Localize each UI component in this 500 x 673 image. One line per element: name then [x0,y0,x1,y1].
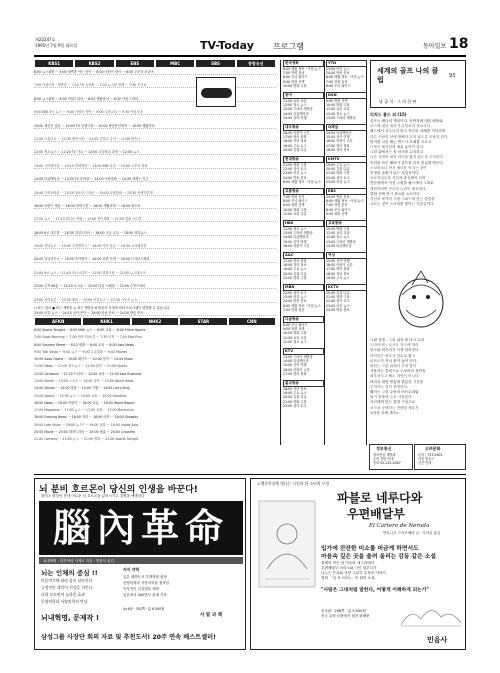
cable-program: 7:00 만화 동산 [326,79,348,84]
cable-program: 21:00 영화 극장 [283,163,307,167]
cable-channel-label: A&C [283,252,324,259]
ad-point: 마음먹기에 따라 몸이 달라진다 [41,578,93,583]
ad-body-line: 영화 「일 포스티노」의 원작 소설. [321,576,376,580]
cable-program: 16:00 어린이 시간 [326,263,353,268]
cable-program: 22:00 심야 토크 [326,175,350,180]
column-text-line: 좌우한다고 해도 과언이 아니다. [370,374,420,379]
broadcast-channel-header [34,60,276,68]
cable-program: 11:00 요리 교실 [283,99,307,103]
schedule-row: 17:00 뉴스 ··· 17:10 비디오 여행 ··· 17:00 영어회화 ··· 17:30 청춘 시트콤 [34,217,276,222]
book-ad-brain-revolution [34,478,246,650]
column-text-line: 탄도와 비거리가 크게 달라진다. [370,348,420,353]
broadcast-footer: ○ 표는 컬러 ● 표는 재방송 ◎ 표는 생방송 ※ 방송사 사정에 따라 프로그램이 변경될 수 있습니다 [34,306,169,310]
cable-program: 17:00 영어 회화 [283,259,307,263]
cable-channel-label: KTV [283,348,324,355]
schedule-row: 18:00 Evening News ··· 18:00 저녁 ··· 18:00 어학 ··· 18:00 Showbiz [34,415,138,420]
cable-program: 22:00 심야 토크 [283,167,307,172]
channel-header: NHK2 [132,318,178,325]
column-text-line: 사용하는 클럽으로 스코어의 절반을 [370,369,426,374]
column-text-line: 투자하는 것이 현명하다. [370,384,409,389]
ad-publisher: 민음사 [427,636,448,644]
ad-footer [321,609,397,623]
schedule-row: 9:00 KBS 9시 뉴스 ··· 9:40 가정의 음악 ··· 9:00 수학교실 ··· 9:30 여성시대 [34,110,276,115]
cable-program: 15:00 음악 여행 [326,135,350,140]
ad-big-title: 腦內革命 [52,505,229,550]
cable-program: 13:00 드라마 재방송 [283,355,313,359]
cable-program: 21:00 영화 극장 [283,275,307,280]
cable-program: 23:00 마감 뉴스 [326,67,350,71]
cable-program: 9:00 영화 산책 [283,203,305,208]
cable-program: 20:00 특집 다큐 [283,395,307,400]
cable-program: 12:00 정오 뉴스 [326,111,350,116]
small-ad-2 [369,444,413,470]
cable-program: 12:00 정오 뉴스 [283,227,307,231]
schedule-row: 10:00 Soap Opera ··· 10:00 와이드 ··· 10:00 음악 ··· 10:00 Music [34,357,134,362]
cable-program: 23:00 마감 뉴스 [326,179,350,184]
column-text-line: 진정한 골퍼가 되는 첫걸음이다. [370,171,420,176]
cable-program: 13:00 드라마 재방송 [283,107,313,112]
cable-program: 9:00 영화 산책 [326,99,348,103]
column-subtitle: 리처드 볼드 외 (15) [370,112,407,117]
cable-program: 24:00 방송 종료 [326,71,350,76]
small-ad-line: 정보통신 개방과 [373,453,396,457]
cable-program: 9:00 영화 산책 [283,79,305,84]
column-text-line: 벙커 탈출에 주로 사용된다. [370,395,413,400]
cable-program: 10:00 명화 극장 [326,103,350,108]
column-text-line: 웨지는 그린 주변의 어프로치와 [370,390,419,395]
cable-program: 16:00 어린이 시간 [283,367,310,372]
schedule-row: 15:00 Sports ··· 15:30 뉴스 ··· 15:00 교육 ··· 15:00 Headline [34,393,127,398]
ad-quote-2: 마음속 깊은 곳을 울려 올리는 감동 같은 소설 [321,554,436,560]
column-text-line: 재현하려면 꾸준한 노력이 필요하다. [370,186,427,191]
column-byline: 남 궁 석 · 그 리 한 판 [379,99,417,104]
column-text-line: <다음 호에 계속> [370,410,400,415]
cable-program: 16:00 어린이 시간 [283,243,310,248]
schedule-row: 15:00 가족오락관 ··· 15:20 청소년 드라마 ··· 15:00 교양강좌 ··· 15:30 연예가중계 [34,191,276,196]
cable-program: 18:00 저녁 정보 [326,147,350,152]
cable-program: 13:00 드라마 재방송 [326,115,356,120]
cable-channel-label: KMTV [326,156,367,163]
cable-program: 16:00 어린이 시간 [326,139,353,144]
cable-program: 21:00 영화 극장 [326,171,350,176]
schedule-row: 16:00 어린이 세상 ··· 16:30 만화극장 ··· 16:00 생활과학 ··· 16:00 퀴즈쇼 [34,204,276,209]
cable-program: 6:00 생활 정보 · 아침 뉴스 [283,67,321,71]
cable-program: 11:00 요리 교실 [283,335,307,340]
cable-program: 8:00 모닝 와이드 [283,323,308,327]
cable-program: 8:00 모닝 와이드 [283,75,308,80]
golf-illustration [388,265,454,335]
column-text-line: 필드에서 서두르지 말고 자신의 차례를 기다리며 [370,129,446,134]
cable-channel-label: EBS [326,188,367,195]
cable-program: 6:00 생활 정보 · 아침 뉴스 [326,199,364,204]
small-ad-line: 신간 안내 [418,461,432,465]
cable-program: 18:00 저녁 정보 [283,387,307,391]
ad-title-line-2: 우편배달부 [347,507,405,521]
ad-price: 4×6판 · 352쪽 · 값 6,500원 [123,607,165,611]
cable-program: 21:00 영화 극장 [326,295,350,300]
ad-body-line: 나누는 은유와 사랑 그리고 우정의 이야기. [321,571,387,575]
channel-header: SBS [196,60,234,67]
cable-program: 17:00 영어 회화 [326,267,350,272]
author-line: 일본 덴엔도시 후생병원 원장 [123,575,167,579]
schedule-row: 22:00 추적 60분 ··· 22:10 토크쇼 ··· 22:00 다큐 스페셜 ··· 22:00 수목드라마 [34,284,276,289]
cable-program: 8:00 모닝 와이드 [283,199,308,204]
cable-program: 10:00 명화 극장 [283,331,307,336]
schedule-row: 20:00 일일연속극 ··· 20:30 음악캠프 ··· 20:00 문화 산책 ··· 20:00 드라마스페셜 [34,257,276,262]
column-text-line: 아이언은 번호가 클수록 짧고 [370,353,416,358]
divider [280,60,281,445]
ad-top-line: 노벨문학상에 빛나는 시인과 한 소년의 우정 [257,481,330,486]
cable-channel-label: MBN [283,284,324,291]
cable-program: 10:00 명화 극장 [283,207,307,212]
cable-program: 18:00 저녁 정보 [326,271,350,276]
schedule-row: 11:00 News ··· 11:00 정오뉴스 ··· 11:00 취미 ··· 11:00 Sports [34,364,128,369]
cable-program: 12:00 정오 뉴스 [283,103,307,108]
schedule-row: 7:00 아침마당 · 생방송 ··· 7:10 TV 유치원 ··· 7:00 뉴스와 경제 ··· 7:30 모닝쇼 [34,83,276,88]
channel-header: NHK1 [83,318,129,325]
small-ad-1 [414,444,466,470]
channel-header: CNN [229,318,275,325]
foreign-schedule [34,318,276,448]
column-text-line: 초보자일수록 기본에 충실해야 하며 [370,176,426,181]
ad-body-line: 칠레의 작은 섬 이슬라 네그라에서 [321,561,375,565]
column-text-line: 그림 설명 : 그린 위의 볼 마크 수리 [370,338,425,342]
column-text-line: 고르는 것이 스코어를 줄이는 지름길이다. [370,202,435,207]
ad-quote-1: 입가에 잔잔한 미소를 머금게 하면서도 [321,546,419,552]
cable-program: 18:00 저녁 정보 [283,263,307,268]
cable-program: 13:00 드라마 재방송 [283,231,313,236]
schedule-row: 21:00 Comedy ··· 21:00 뉴스 ··· 21:00 영화 ··· 21:00 Sports Tonight [34,437,139,442]
cable-program: 14:00 다큐멘터리 [326,131,352,135]
schedule-row: 13:00 Movie ··· 13:00 스포츠 ··· 13:00 음악 ··· 13:00 World News [34,378,134,383]
neruda-illustration [257,499,317,589]
issue-date: 1995년 7월 9일 화요일 [35,43,78,48]
broadcast-schedule [34,60,276,315]
cable-program: 15:00 음악 여행 [326,259,350,263]
column-body [370,119,466,269]
schedule-row: 19:00 Late Show ··· 19:00 뉴스7 ··· 19:00 문화 ··· 19:00 Inside Asia [34,422,139,427]
ad-publisher: 사 람 과 책 [200,613,223,618]
schedule-row: 18:00 6시 내고향 ··· 18:30 일일드라마 ··· 18:00 초등 교실 ··· 18:00 저녁뉴스 [34,231,276,236]
column-text-line: 디벗은 제자리에 메워 놓아야 한다. [370,145,425,150]
ad-points-title: 뇌는 인체의 중심 !! [41,569,98,577]
schedule-row: 16:00 News ··· 16:00 어린이 ··· 16:00 다큐 ··· 16:00 World Report [34,400,135,405]
cable-program: 17:00 영어 회화 [326,143,350,148]
ad-body [321,561,461,583]
cable-program: 22:00 심야 토크 [326,299,350,304]
column-text-line: 자신의 체격과 스윙 스피드에 맞는 클럽을 [370,197,435,202]
cable-program: 12:00 정오 뉴스 [326,235,350,240]
schedule-row: 6:00 뉴스광장 ··· 6:00 새벽을 여는 음악 ··· 6:00 어린이 영어 ··· 6:00 굿모닝 코리아 [34,70,276,75]
cable-channel-label: Q채널 [326,124,367,131]
cable-program: 7:00 만화 동산 [283,307,305,312]
schedule-row: 12:00 정오뉴스 ··· 12:20 TV 가요 ··· 12:00 고등학교 과학 ··· 12:00 뉴스 [34,150,276,155]
cable-channel-label: KCTV [326,284,367,291]
cable-channel-label: HBS [283,220,324,227]
schedule-row: 19:00 저녁뉴스 ··· 19:40 주말연속극 ··· 19:00 자연 다큐 ··· 19:30 시사매거진 [34,244,276,249]
cable-program: 18:00 저녁 정보 [283,139,307,144]
ad-title-line-1: 파블로 네루다와 [337,491,423,505]
channel-header: KBS2 [75,60,113,67]
ad-footer-line: 신국판 · 208쪽 · 값 5,500원 [321,609,366,613]
column-text-line: 연습장에서 익힌 스윙을 필드에서 그대로 [370,181,434,186]
column-text-line: 퍼터는 그린 위에서 가장 많이 [370,364,417,369]
schedule-row: 12:00 Cartoons ··· 12:20 드라마 ··· 12:00 교양 ··· 12:00 Asia Business [34,371,142,376]
cable-program: 24:00 방송 종료 [283,175,307,180]
ad-footer: 삼성그룹 사장단 회의 자료 및 추천도서! 20주 연속 베스트셀러! [41,634,216,641]
cable-program: 21:00 영화 극장 [283,399,307,404]
column-text-line: 다른 사람의 퍼팅 라인을 밟지 않도록 주의한다. [370,155,444,160]
cable-program: 22:00 심야 토크 [283,403,307,408]
ad-point: 동양의학과 서양의학의 만남 [41,599,88,604]
cable-channel-label: 한국영화 [283,60,324,67]
column-text-line: 이러한 작은 배려가 골프를 더욱 즐겁게 만든다. [370,160,444,165]
schedule-row: 14:00 다큐멘터리 ··· 14:30 TV 문학관 ··· 14:00 어학강좌 ··· 14:30 세계는 지금 [34,177,276,182]
column-text-line: 자신에게 맞는 클럽 구성으로 [370,400,416,405]
cable-program: 15:00 음악 여행 [283,239,307,244]
schedule-row: 11:00 스튜디오 ··· 11:30 명작극장 ··· 11:00 중학교 국어 ··· 11:00 연속극 [34,137,276,142]
schedule-row: 9:00 Talk Show ··· 9:00 뉴스 ··· 9:00 고교강좌 ··· 9:00 Movies [34,349,128,354]
cable-program: 11:00 요리 교실 [283,211,307,216]
cable-program: 24:00 방송 종료 [283,299,307,304]
channel-header: STAR [180,318,226,325]
channel-header: AFKN [35,318,81,325]
ad-tagline-bar [39,557,243,564]
cable-channel-label: 대우방송 [283,124,324,131]
cable-program: 19:00 주요 뉴스 [283,267,307,272]
cable-channel-label: 교육방송 [326,220,367,227]
cable-program: 22:00 심야 토크 [283,291,307,295]
cable-program: 19:00 주요 뉴스 [326,163,350,167]
channel-header: EBS [116,60,154,67]
cable-program: 9:00 영화 산책 [326,211,348,216]
column-text-line: 클럽 선택 역시 중요한 요소이다. [370,191,421,196]
cable-program: 6:00 생활 정보 · 아침 뉴스 [283,179,321,184]
column-text-line: 벙커를 나올 때는 반드시 모래를 고르고 [370,139,432,144]
column-text-line: 코스에 대한 예의가 무엇보다 중요하다. [370,124,432,129]
cable-program: 14:00 다큐멘터리 [283,359,309,364]
small-ad-title: 정보통신 [376,446,392,451]
golf-column [370,60,466,440]
schedule-row: 8:00 Sesame Street ··· 8:15 생활 ··· 8:00 교육 ··· 8:00 Asia News [34,342,134,347]
small-ad-title: 고려문화 [425,446,441,451]
column-number: 93 [449,73,456,79]
cable-program: 14:00 다큐멘터리 [283,111,309,116]
ad-headline: 뇌 분비 호르몬이 당신의 인생을 바꾼다! [39,485,198,495]
cable-channel-label: 교통방송 [283,188,324,195]
author-title: 저자 약력 [123,567,139,572]
author-line: 동양의학과 서양의학을 접목한 [123,581,170,585]
ad-highlight: "사람은 그대처럼 말한다, 어떻게 이해하게 되는가" [321,588,429,593]
column-text-line: 따라서 퍼팅 연습에 충분한 시간을 [370,379,424,384]
cable-program: 24:00 방송 종료 [326,307,350,312]
channel-header: 종합유선 [237,60,275,67]
ad-points [41,577,116,613]
divider [324,60,325,445]
column-text-line: 로프트가 커서 볼이 높이 뜬다. [370,358,418,363]
column-text-line: 코스를 공략하는 전략을 세우자. [370,405,420,410]
channel-header: KBS1 [35,60,73,67]
cable-program: 11:00 요리 교실 [326,107,350,112]
schedule-row: 21:00 9시 뉴스 ··· 21:40 미니시리즈 ··· 21:00 명화극장 ··· 21:00 뉴스데스크 [34,271,276,276]
schedule-row: 14:00 Sitcom ··· 14:00 영화 ··· 14:00 기행 ··· 14:00 Larry King [34,386,130,391]
cable-program: 20:00 특집 다큐 [326,167,350,172]
cable-program: 16:00 어린이 시간 [283,131,310,135]
cable-program: 12:00 정오 뉴스 [283,339,307,344]
divider [366,60,367,445]
section-name: 동아일보 [423,43,447,50]
schedule-row: 23:00 심야토론 ··· 23:30 영화 ··· 23:00 마감뉴스 ··· 23:30 스포츠 뉴스 [34,298,276,303]
cable-program: 14:00 다큐멘터리 [326,243,352,248]
masthead-rule [34,55,466,57]
cable-program: 20:00 특집 다큐 [283,271,307,276]
advertiser-logo [196,77,236,107]
author-line: 독자적인 건강법을 제창 [123,587,160,591]
issue-number: 제23247호 [35,37,56,42]
cable-channel-label: DSN [326,92,367,99]
channel-header: MBC [156,60,194,67]
ad-author: 안토니오 스카르메타 글 · 우석균 옮김 [383,531,441,535]
cable-channel-label: 동아 [283,92,324,99]
cable-program: 19:00 주요 뉴스 [283,143,307,148]
cable-channel-label: 현대방송 [283,156,324,163]
ad-title-banner [39,501,243,555]
cable-program: 10:00 명화 극장 [283,83,307,88]
cable-program: 15:00 음악 여행 [283,363,307,368]
page-title: TV-Today [200,39,254,52]
cable-program: 7:00 만화 동산 [283,71,305,76]
column-body-continued [370,338,466,422]
cable-program: 6:00 생활 정보 · 아침 뉴스 [326,75,364,80]
ad-tagline: 뇌내혁명 · 하루야마 시게오 지음 · 반광식 옮김 [43,558,114,563]
foreign-channel-header [34,318,276,326]
cable-program: 17:00 영어 회화 [283,371,307,376]
cable-program: 19:00 주요 뉴스 [283,391,307,396]
ad-footer-line: 전국 유명 서점에서 절찬 판매중 [321,614,370,618]
small-ad-line: 서울 종로구 [418,457,435,461]
schedule-row: 24:00 마감 뉴스 ··· 24:10 심야 음악 ··· 24:00 방송 종료 ··· 24:30 방송 종료 [34,311,276,316]
schedule-row: 13:00 국악한마당 ··· 13:10 만화영화 ··· 13:00 EBS 특강 ··· 13:00 오후의 영화 [34,164,276,169]
cable-program: 15:00 음악 여행 [283,115,307,120]
small-ad-line: 전화 02-123-4567 [373,461,401,465]
ad-title-english: El Cartero de Neruda [369,523,430,529]
cable-channel-label: 다솜방송 [283,316,324,323]
cable-program: 7:00 만화 동산 [283,195,305,199]
schedule-row: 10:00 세상은 넓다 ··· 10:00 TV 인생극장 ··· 10:00 방송통신대학 ··· 10:00 생활정보 [34,124,276,129]
column-text-line: 스코어보다 먼저 매너를 익히는 것이 [370,165,427,170]
cable-channel-label: YTN [326,60,367,67]
cable-program: 23:00 마감 뉴스 [283,295,307,300]
ad-landscape [401,597,461,627]
author-line: 일본에서 400만부 판매 기록 [123,593,167,597]
cable-channel-label: 불교방송 [283,380,324,387]
cable-program: 20:00 특집 다큐 [283,147,307,152]
cable-program: 11:00 요리 교실 [326,231,350,236]
author-lines [123,574,241,604]
cable-program: 10:00 명화 극장 [326,227,350,231]
masthead [35,36,469,54]
ad-point: 뇌내 모르핀의 놀라운 효과 [41,592,85,597]
column-title: 세계의 골프 나의 클럽 [377,66,439,84]
cable-program: 17:00 영어 회화 [283,135,307,140]
cable-program: 7:00 만화 동산 [326,203,348,208]
cable-program: 8:00 모닝 와이드 [326,207,351,212]
ad-body-line: 우편배달부 마리오와 시인 네루다가 [321,566,377,570]
ad-slogan: 뇌내혁명, 문제작 ! [41,614,100,622]
cable-schedule [283,60,363,445]
ad-sub: 플러스 발상이 몸에 이로운 뇌 호르몬을 분비시키고 질병을 예방한다 [41,494,145,498]
foreign-rows [34,328,276,446]
small-ad-line: 무역 상담 안내 [373,457,394,461]
column-text-line: 골프는 매너의 게임이다. 동반자에 대한 배려와 [370,119,443,123]
schedule-row: 20:00 Movie ··· 20:00 대하드라마 ··· 20:00 예술 ··· 20:00 Crossfire [34,429,135,434]
schedule-row: 8:00 뉴스광장 ··· 8:30 아침드라마 ··· 8:00 생활영어 ··· 8:30 아침 드라마 [34,97,276,102]
schedule-row: 6:00 Sports Tonight ··· 6:00 NHK 뉴스 ··· 6:00 교육 ··· 6:00 Prime Sports [34,328,146,332]
cable-program: 19:00 주요 뉴스 [326,275,350,280]
cable-program: 23:00 마감 뉴스 [283,171,307,176]
cable-program: 14:00 다큐멘터리 [283,235,309,240]
cable-program: 23:00 마감 뉴스 [326,303,350,308]
column-text-line: 다른 사람의 샷에 방해가 되지 않도록 조용히 한다. [370,134,449,139]
cable-program: 24:00 방송 종료 [326,195,350,199]
column-text-line: 드라이버는 로프트 각도에 따라 [370,343,419,348]
schedule-row: 17:00 Magazine ··· 17:00 뉴스 ··· 17:00 교양 ··· 17:00 Moneyline [34,408,134,413]
cable-channel-label: 여성 [326,252,367,259]
book-ad-neruda-postman [250,478,466,650]
ad-point: 긍정적인 생각이 건강을 지킨다 [41,585,93,590]
small-ad-line: 문의 : 733-2901 [418,453,443,457]
cable-program: 20:00 특집 다큐 [326,291,350,295]
cable-program: 9:00 영화 산책 [283,327,305,332]
page-subtitle: 프로그램 [273,42,304,51]
schedule-row: 7:00 Good Morning ··· 7:00 연속 TV소설 ··· 7:30 어학 ··· 7:00 Star Plus [34,335,142,340]
page-number: 18 [449,36,469,52]
cable-program: 13:00 드라마 재방송 [326,239,356,244]
column-text-line: 그린 위에서는 볼 마크를 수리하고 [370,150,424,155]
ad-separator [34,474,466,475]
cable-program: 6:00 생활 정보 · 아침 뉴스 [283,303,321,308]
cable-program: 8:00 모닝 와이드 [326,83,351,88]
column-title-box [370,60,466,108]
